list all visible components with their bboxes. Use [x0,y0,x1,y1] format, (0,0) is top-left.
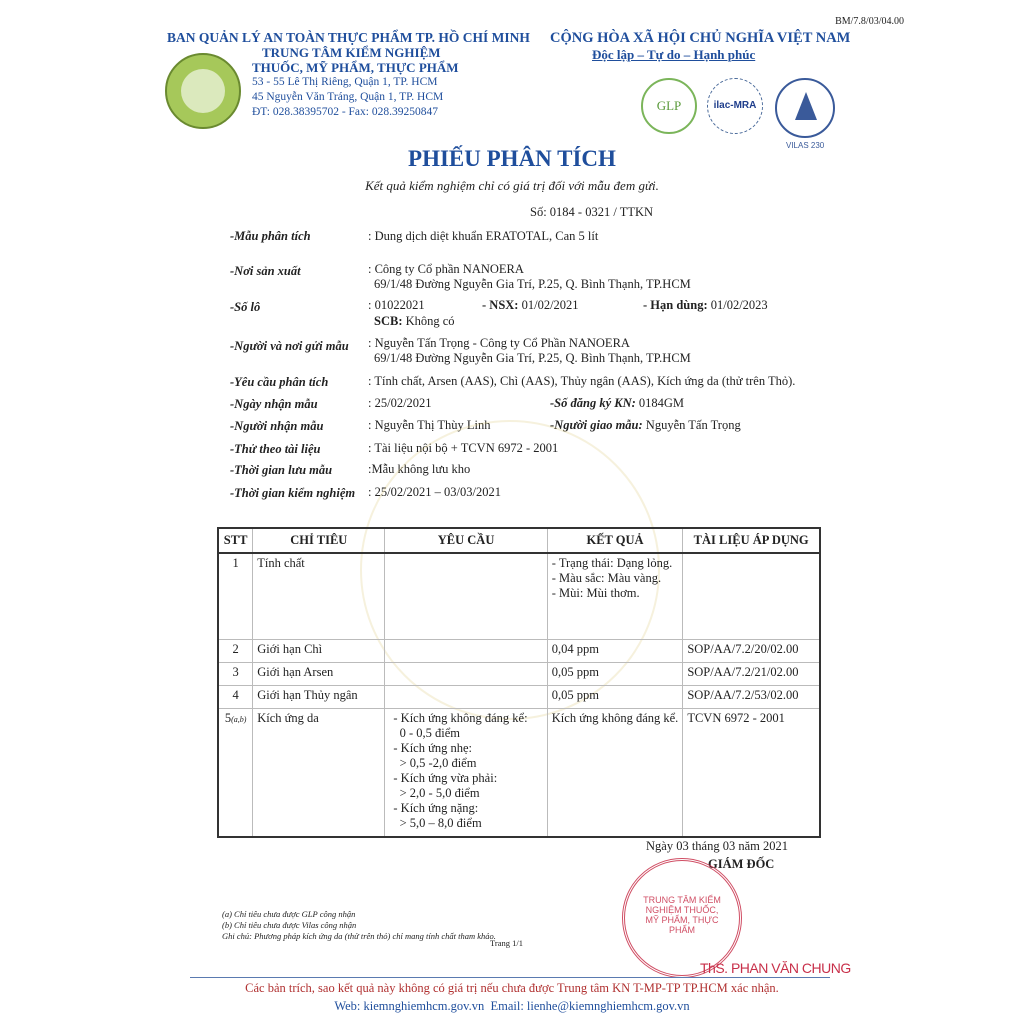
value-deliverer: Nguyễn Tấn Trọng [645,418,741,432]
vilas-badge [775,78,835,138]
org-logo [165,53,241,129]
result-line: - Màu sắc: Màu vàng. [551,571,662,585]
value-storage: :Mẫu không lưu kho [368,462,471,476]
org-phone: ĐT: 028.38395702 - Fax: 028.39250847 [252,106,438,118]
note-remark: Ghi chú: Phương pháp kích ứng da (thử trên thỏ) chỉ mang tính chất tham khảo. [222,931,496,941]
row-stt: 3 [232,664,239,679]
signer-title: GIÁM ĐỐC [708,857,775,871]
table-row [218,553,820,639]
requirement-line: - Kích ứng nặng: [393,800,479,815]
label-request: -Yêu cầu phân tích [230,375,329,389]
label-maker: -Nơi sản xuất [230,264,301,278]
col-stt: STT [218,528,253,553]
row-stt: 2 [232,641,239,656]
row-reference: SOP/AA/7.2/21/02.00 [683,662,820,685]
label-method: -Thử theo tài liệu [230,442,321,456]
row-note-ref: (a,b) [231,714,247,724]
footer-contact: Web: kiemnghiemhcm.gov.vn Email: lienhe@kiemnghiemhcm.gov.vn [334,999,690,1013]
label-received-date: -Ngày nhận mẫu [230,397,318,411]
row-reference: SOP/AA/7.2/53/02.00 [683,685,820,708]
vilas-number: VILAS 230 [786,141,825,150]
form-code: BM/7.8/03/04.00 [835,16,904,27]
footer-disclaimer: Các bản trích, sao kết quả này không có giá trị nếu chưa được Trung tâm KN T-MP-TP TP.HCM xác nhận. [245,981,779,995]
result-line: 0,05 ppm [551,687,599,702]
table-header-row [218,528,820,553]
label-period: -Thời gian kiểm nghiệm [230,486,356,500]
signer-name: ThS. PHAN VĂN CHUNG [700,960,851,976]
label-sender: -Người và nơi gửi mẫu [230,339,349,353]
report-date: Ngày 03 tháng 03 năm 2021 [646,839,788,853]
email-link[interactable]: lienhe@kiemnghiemhcm.gov.vn [526,999,690,1013]
label-scb: SCB: [374,314,403,328]
org-line3: THUỐC, MỸ PHẨM, THỰC PHẨM [252,60,459,75]
value-sender: : Nguyễn Tấn Trọng - Công ty Cổ Phần NANOERA [368,336,630,350]
value-expiry: 01/02/2023 [710,298,768,312]
nation-motto: Độc lập – Tự do – Hạnh phúc [592,47,756,62]
footer-divider [190,977,830,978]
row-stt: 4 [232,687,239,702]
label-lot: -Số lô [230,300,261,314]
label-receiver: -Người nhận mẫu [230,419,324,433]
requirement-line: > 5,0 – 8,0 điểm [393,815,482,830]
table-row [218,639,820,662]
subtitle: Kết quả kiểm nghiệm chỉ có giá trị đối với mẫu đem gửi. [365,178,659,193]
requirement-line: - Kích ứng không đáng kể: [393,710,528,725]
row-criterion: Kích ứng da [253,708,385,837]
label-expiry: - Hạn dùng: [643,298,708,312]
label-deliverer: -Người giao mẫu: [550,418,643,432]
result-line: 0,05 ppm [551,664,599,679]
row-reference: SOP/AA/7.2/20/02.00 [683,639,820,662]
value-maker-address: 69/1/48 Đường Nguyễn Gia Trí, P.25, Q. Bình Thạnh, TP.HCM [374,277,691,291]
table-row [218,685,820,708]
result-line: Kích ứng không đáng kể. [551,710,679,725]
requirement-line: > 2,0 - 5,0 điểm [393,785,480,800]
row-criterion: Giới hạn Chì [253,639,385,662]
col-reference: TÀI LIỆU ÁP DỤNG [683,528,820,553]
value-receiver: : Nguyễn Thị Thùy Linh [368,418,491,432]
document-number: Số: 0184 - 0321 / TTKN [530,205,654,219]
label-storage: -Thời gian lưu mẫu [230,463,333,477]
org-line2: TRUNG TÂM KIỂM NGHIỆM [262,45,441,60]
ilac-badge: ilac-MRA [707,78,763,134]
col-criterion: CHỈ TIÊU [253,528,385,553]
official-stamp: TRUNG TÂM KIỂM NGHIỆM THUỐC, MỸ PHẨM, THỰC PHẨM [622,858,742,978]
label-registration: -Số đăng ký KN: [550,396,636,410]
table-row [218,708,820,837]
page-number: Trang 1/1 [490,938,523,948]
org-addr2: 45 Nguyễn Văn Tráng, Quận 1, TP. HCM [252,91,444,103]
note-b: (b) Chỉ tiêu chưa được Vilas công nhận [222,920,357,930]
result-line: - Trạng thái: Dạng lỏng. [551,556,673,570]
row-criterion: Giới hạn Thủy ngân [253,685,385,708]
row-reference [683,553,820,639]
value-nsx: 01/02/2021 [521,298,579,312]
value-request: : Tính chất, Arsen (AAS), Chì (AAS), Thủy ngân (AAS), Kích ứng da (thử trên Thỏ). [368,374,796,388]
row-stt: 5 [224,710,232,725]
value-method: : Tài liệu nội bộ + TCVN 6972 - 2001 [368,441,559,455]
requirement-line: > 0,5 -2,0 điểm [393,755,477,770]
col-result: KẾT QUẢ [547,528,683,553]
value-received-date: : 25/02/2021 [368,396,432,410]
requirement-line: - Kích ứng nhẹ: [393,740,473,755]
value-registration: 0184GM [638,396,685,410]
value-period: : 25/02/2021 – 03/03/2021 [368,485,501,499]
page-title: PHIẾU PHÂN TÍCH [408,146,616,171]
results-table [217,527,821,838]
label-sample: -Mẫu phân tích [230,229,311,243]
row-criterion: Giới hạn Arsen [253,662,385,685]
row-reference: TCVN 6972 - 2001 [683,708,820,837]
row-criterion: Tính chất [253,553,385,639]
value-lot: : 01022021 [368,298,425,312]
note-a: (a) Chỉ tiêu chưa được GLP công nhận [222,909,356,919]
value-sender-address: 69/1/48 Đường Nguyễn Gia Trí, P.25, Q. Bình Thạnh, TP.HCM [374,351,691,365]
web-link[interactable]: kiemnghiemhcm.gov.vn [363,999,485,1013]
value-maker: : Công ty Cổ phần NANOERA [368,262,524,276]
org-line1: BAN QUẢN LÝ AN TOÀN THỰC PHẨM TP. HỒ CHÍ MINH [167,30,530,45]
row-stt: 1 [232,556,239,570]
requirement-line: - Kích ứng vừa phải: [393,770,498,785]
col-requirement: YÊU CẦU [385,528,547,553]
nation-title: CỘNG HÒA XÃ HỘI CHỦ NGHĨA VIỆT NAM [550,30,851,46]
value-scb: Không có [405,314,455,328]
glp-badge: GLP [641,78,697,134]
org-addr1: 53 - 55 Lê Thị Riêng, Quận 1, TP. HCM [252,76,438,88]
result-line: 0,04 ppm [551,641,599,656]
requirement-line: 0 - 0,5 điểm [393,725,461,740]
value-sample: : Dung dịch diệt khuẩn ERATOTAL, Can 5 lít [368,229,599,243]
result-line: - Mùi: Mùi thơm. [551,586,640,600]
table-row [218,662,820,685]
label-nsx: - NSX: [482,298,519,312]
